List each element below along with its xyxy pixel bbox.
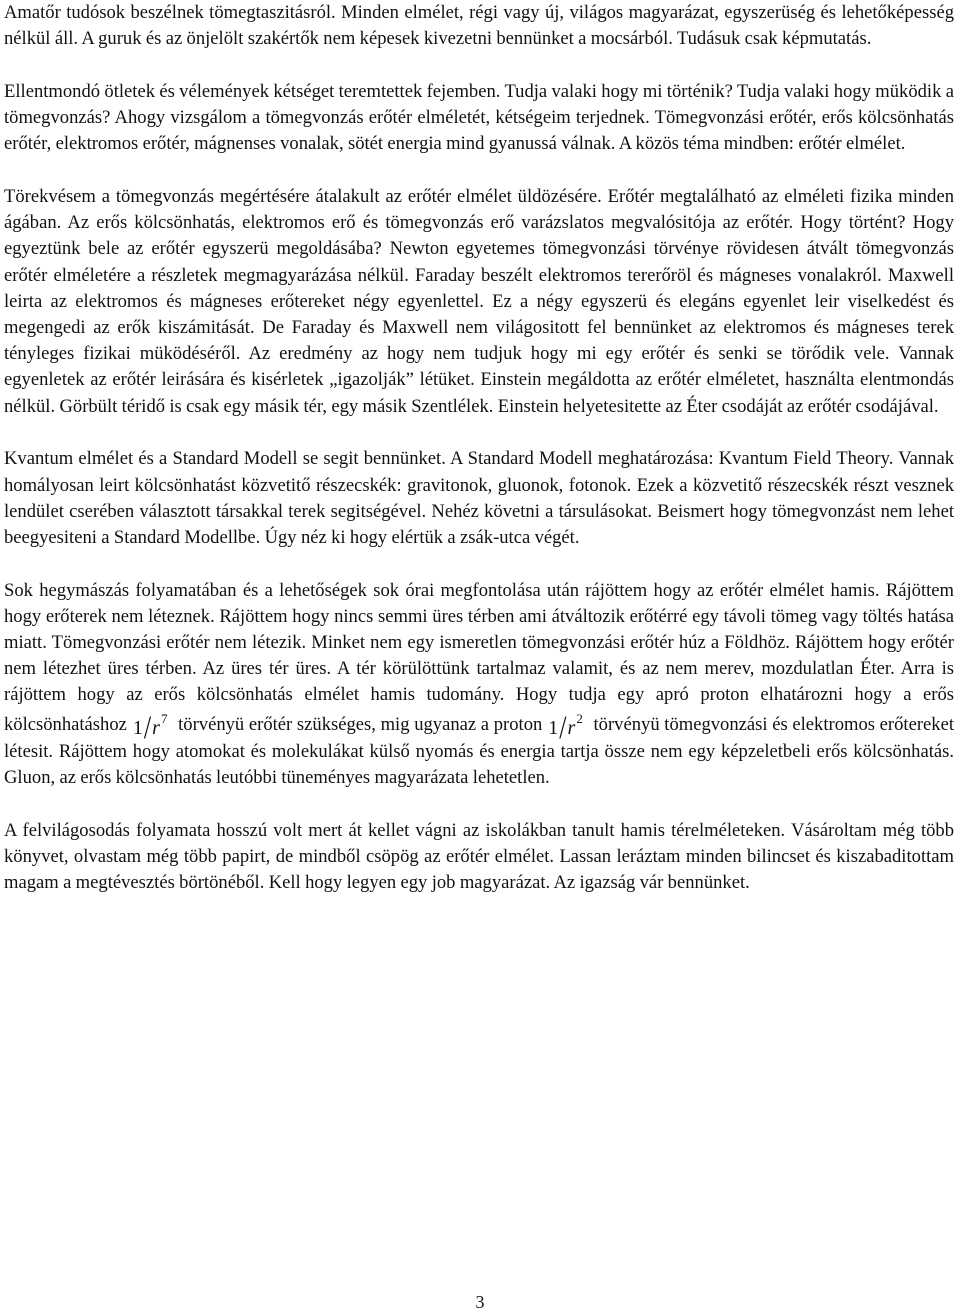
paragraph-1: Amatőr tudósok beszélnek tömegtaszitásról. Minden elmélet, régi vagy új, világos magyarázat, egyszerüség és lehetőképesség nélkül áll. A guruk és az önjelölt szakértők nem képesek kivezetni bennünket a mocsárból. Tudásuk csak képmutatás.: [4, 2, 954, 50]
paragraph-5-text-middle: törvényü erőtér szükséges, mig ugyanaz a proton: [178, 713, 543, 735]
page-number: 3: [475, 1292, 485, 1312]
formula-2-numerator: 1: [548, 716, 559, 739]
formula-1-slash: /: [143, 708, 152, 746]
paragraph-5-text-after: törvényü tömegvonzási és elektromos erőtereket létesit. Rájöttem hogy atomokat és molekulákat külső nyomás és energia tartja össze nem egy képzeletbeli erős kölcsönhatás. Gluon, az erős kölcsönhatás leutóbbi tüneményes magyarázata lehetetlen.: [4, 713, 955, 789]
paragraph-6: A felvilágosodás folyamata hosszú volt mert át kellet vágni az iskolákban tanult hamis térelméleteken. Vásároltam még több könyvet, olvastam még több papirt, de mindből csöpög az erőtér elmélet. Lassan leráztam minden bilincset és kiszabaditottam magam a megtévesztés börtönéből. Kell hogy legyen egy job magyarázat. Az igazság vár bennünket.: [4, 819, 954, 894]
formula-1-numerator: 1: [132, 716, 143, 739]
paragraph-2: Ellentmondó ötletek és vélemények kétséget teremtettek fejemben. Tudja valaki hogy mi történik? Tudja valaki hogy müködik a tömegvonzás? Ahogy vizsgálom a tömegvonzás erőtér elméletét, kétségeim terjednek. Tömegvonzási erőtér, erős kölcsönhatás erőtér, elektromos erőtér, mágnenses vonalak, sötét energia mind gyanussá válnak. A közös téma mindben: erőtér elmélet.: [4, 80, 954, 155]
document-page: [4, 0, 954, 896]
formula-1-variable: r: [152, 716, 160, 739]
formula-one-over-r2: [548, 708, 583, 746]
formula-2-exponent: 2: [576, 710, 583, 726]
formula-1-exponent: 7: [160, 710, 168, 726]
formula-2-slash: /: [559, 708, 567, 746]
paragraph-5: [4, 578, 954, 792]
paragraph-3: Törekvésem a tömegvonzás megértésére átalakult az erőtér elmélet üldözésére. Erőtér megtalálható az elméleti fizika minden ágában. Az erős kölcsönhatás, elektromos erő és tömegvonzás erő varázslatos megvalósitója az erőtér. Hogy történt? Hogy egyeztünk bele az erőtér egyszerü megoldásába? Newton egyetemes tömegvonzási törvénye rövidesen átvált tömegvonzás erőtér elméletére a részletek megmagyarázása nélkül. Faraday beszélt elektromos tererőröl és mágneses vonalakról. Maxwell leirta az elektromos és mágneses erőtereket négy egyenlettel. Ez a négy egyszerü és elegáns egyenlet leir viselkedést és megengedi az erők kiszámitását. De Faraday és Maxwell nem világositott fel bennünket az elektromos és mágneses terek tényleges fizikai müködéséről. Az eredmény az hogy nem tudjuk hogy mi egy erőtér és senki se törődik vele. Vannak egyenletek az erőtér leirására és kisérletek „igazolják” létüket. Einstein megáldotta az erőtér elméletet, használta elentmondás nélkül. Görbült téridő is csak egy másik tér, egy másik Szentlélek. Einstein helyetesitette az Éter csodáját az erőtér csodájával.: [4, 186, 954, 417]
paragraph-4: Kvantum elmélet és a Standard Modell se segit bennünket. A Standard Modell meghatározása: Kvantum Field Theory. Vannak homályosan leirt kölcsönhatást közvetitő részecskék: gravitonok, gluonok, fotonok. Ezek a közvetitő részecskék részt vesznek lendület cserében választott társakkal terek segitségével. Nehéz követni a társulásokat. Beismert hogy tömegvonzást nem lehet beegyesiteni a Standard Modellbe. Úgy néz ki hogy elértük a zsák-utca végét.: [4, 448, 954, 548]
formula-2-variable: r: [567, 716, 576, 739]
paragraph-5-text-before: Sok hegymászás folyamatában és a lehetőségek sok órai megfontolása után rájöttem hogy az erőtér elmélet hamis. Rájöttem hogy erőterek nem léteznek. Rájöttem hogy nincs semmi üres térben ami átváltozik erőtérré egy távoli tömeg vagy töltés hatása miatt. Tömegvonzási erőtér nem létezik. Minket nem egy ismeretlen tömegvonzási erőtér húz a Földhöz. Rájöttem hogy erőtér nem létezhet üres térben. Az üres tér üres. A tér körülöttünk tartalmaz valamit, és az nem merev, mozdulatlan Éter. Arra is rájöttem hogy az erős kölcsönhatás elmélet hamis tudomány. Hogy tudja egy apró proton elhatározni hogy a erős kölcsönhatáshoz: [4, 579, 954, 735]
formula-one-over-r7: [132, 708, 168, 746]
